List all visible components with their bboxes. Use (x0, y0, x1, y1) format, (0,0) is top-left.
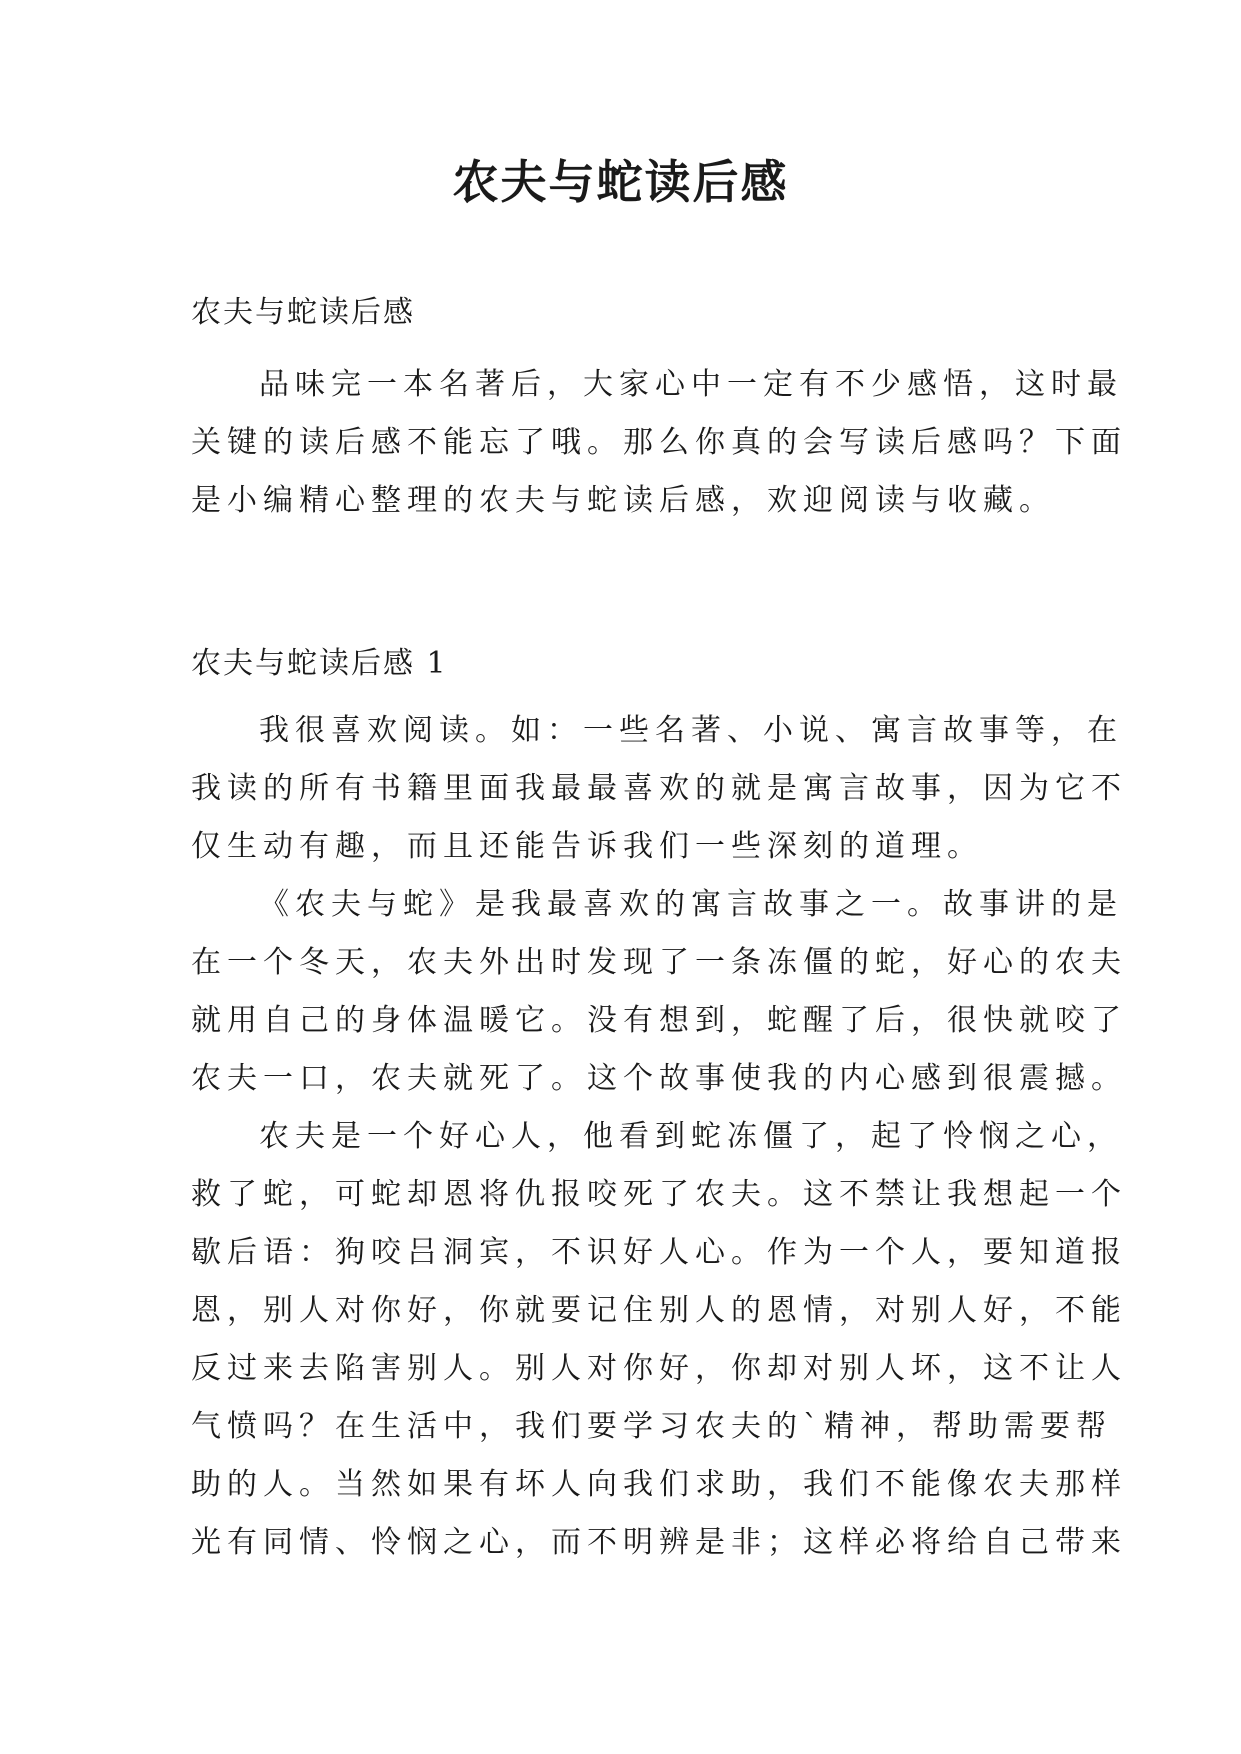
section-title: 农夫与蛇读后感 1 (191, 646, 448, 681)
body-line: 歇后语：狗咬吕洞宾，不识好人心。作为一个人，要知道报 (191, 1235, 1127, 1270)
document-title: 农夫与蛇读后感 (452, 155, 789, 209)
body-line: 助的人。当然如果有坏人向我们求助，我们不能像农夫那样 (191, 1467, 1127, 1502)
body-line: 在一个冬天，农夫外出时发现了一条冻僵的蛇，好心的农夫 (191, 945, 1127, 980)
body-line: 我很喜欢阅读。如：一些名著、小说、寓言故事等，在 (259, 713, 1123, 748)
document-subtitle: 农夫与蛇读后感 (191, 295, 415, 330)
intro-line: 是小编精心整理的农夫与蛇读后感，欢迎阅读与收藏。 (191, 483, 1055, 518)
body-line: 光有同情、怜悯之心，而不明辨是非；这样必将给自己带来 (191, 1525, 1127, 1560)
body-line: 农夫一口，农夫就死了。这个故事使我的内心感到很震撼。 (191, 1061, 1127, 1096)
body-text (191, 702, 1127, 1572)
body-line: 反过来去陷害别人。别人对你好，你却对别人坏，这不让人 (191, 1351, 1127, 1386)
body-line: 我读的所有书籍里面我最最喜欢的就是寓言故事，因为它不 (191, 771, 1127, 806)
body-line: 恩，别人对你好，你就要记住别人的恩情，对别人好，不能 (191, 1293, 1127, 1328)
body-line: 救了蛇，可蛇却恩将仇报咬死了农夫。这不禁让我想起一个 (191, 1177, 1127, 1212)
body-line: 《农夫与蛇》是我最喜欢的寓言故事之一。故事讲的是 (259, 887, 1123, 922)
body-line: 仅生动有趣，而且还能告诉我们一些深刻的道理。 (191, 829, 983, 864)
body-line: 气愤吗？在生活中，我们要学习农夫的`精神，帮助需要帮 (191, 1409, 1112, 1444)
body-line: 农夫是一个好心人，他看到蛇冻僵了，起了怜悯之心， (259, 1119, 1123, 1154)
intro-paragraph (191, 356, 1127, 530)
body-line: 就用自己的身体温暖它。没有想到，蛇醒了后，很快就咬了 (191, 1003, 1127, 1038)
intro-line: 关键的读后感不能忘了哦。那么你真的会写读后感吗？下面 (191, 425, 1127, 460)
intro-line: 品味完一本名著后，大家心中一定有不少感悟，这时最 (259, 367, 1123, 402)
